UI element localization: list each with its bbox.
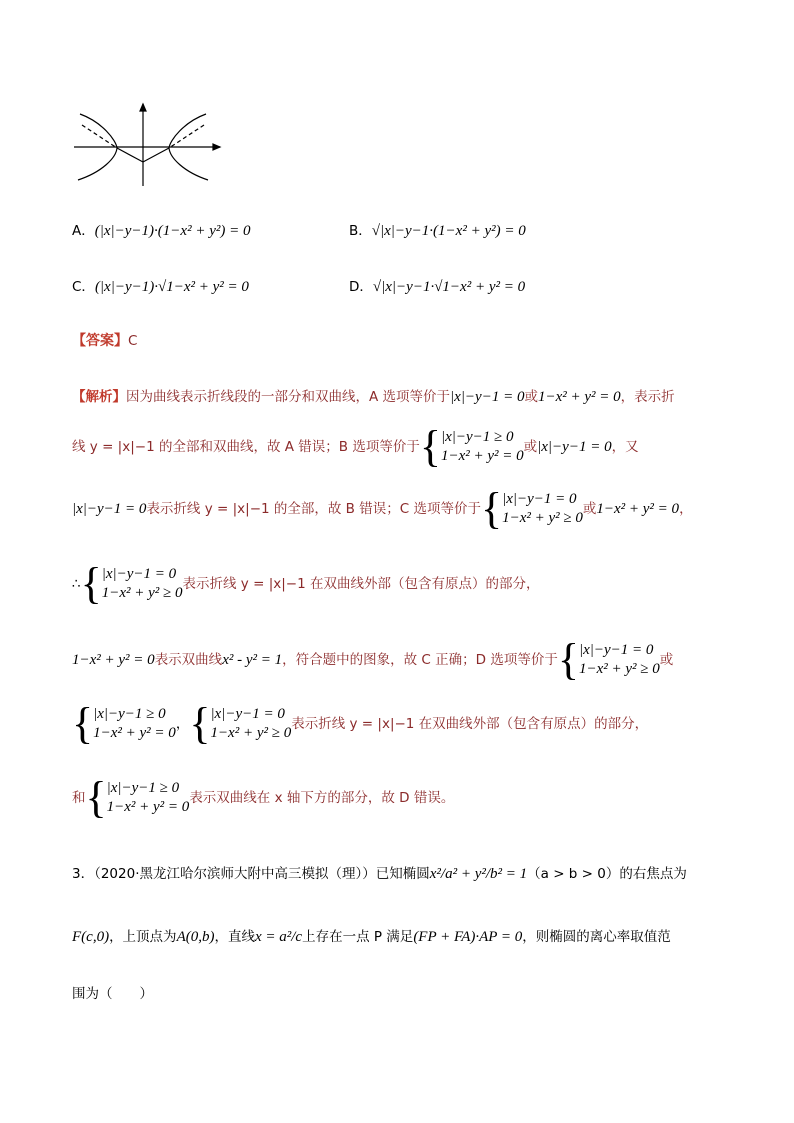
analysis-line-5: 1−x² + y² = 0表示双曲线x² - y² = 1，符合题中的图象，故 C 正确；D 选项等价于{|x|−y−1 = 0 1−x² + y² ≥ 0或 [72, 635, 674, 684]
analysis-line-1: 【解析】因为曲线表示折线段的一部分和双曲线，A 选项等价于|x|−y−1 = 0或1−x² + y² = 0，表示折 [72, 389, 675, 405]
question-3-line-3: 围为（ ） [72, 986, 153, 1002]
x-axis-arrow [213, 144, 220, 150]
option-d[interactable]: D．√|x|−y−1·√1−x² + y² = 0 [349, 279, 526, 295]
answer-line [72, 333, 137, 350]
option-b[interactable]: B．√|x|−y−1·(1−x² + y²) = 0 [349, 223, 526, 239]
y-axis-arrow [140, 104, 146, 111]
question-number: 3． [72, 866, 95, 882]
analysis-line-7: 和{|x|−y−1 ≥ 0 1−x² + y² = 0表示双曲线在 x 轴下方的部分，故 D 错误。 [72, 773, 455, 822]
option-a[interactable]: A．(|x|−y−1)·(1−x² + y²) = 0 [72, 223, 251, 239]
option-c[interactable]: C．(|x|−y−1)·√1−x² + y² = 0 [72, 279, 249, 295]
analysis-line-6: {|x|−y−1 ≥ 0 1−x² + y² = 0，{|x|−y−1 = 0 1−x² + y² ≥ 0表示折线 y = |x|−1 在双曲线外部（包含有原点）的部分， [72, 699, 649, 748]
graph-figure [72, 100, 222, 190]
question-3-line-2: F(c,0)，上顶点为A(0,b)，直线x = a²/c上存在一点 P 满足(FP + FA)·AP = 0，则椭圆的离心率取值范 [72, 929, 671, 945]
analysis-line-4: ∴{|x|−y−1 = 0 1−x² + y² ≥ 0表示折线 y = |x|−1 在双曲线外部（包含有原点）的部分， [72, 559, 540, 608]
answer-tag: 【答案】 [72, 333, 128, 349]
analysis-line-3: |x|−y−1 = 0表示折线 y = |x|−1 的全部，故 B 错误；C 选项等价于{|x|−y−1 = 0 1−x² + y² ≥ 0或1−x² + y² = 0， [72, 484, 693, 533]
analysis-line-2: 线 y = |x|−1 的全部和双曲线，故 A 错误；B 选项等价于{|x|−y−1 ≥ 0 1−x² + y² = 0或|x|−y−1 = 0，又 [72, 422, 639, 471]
answer-value: C [128, 333, 138, 349]
question-3-line-1: 3．（2020·黑龙江哈尔滨师大附中高三模拟（理））已知椭圆x²/a² + y²/b² = 1（a > b > 0）的右焦点为 [72, 866, 687, 882]
